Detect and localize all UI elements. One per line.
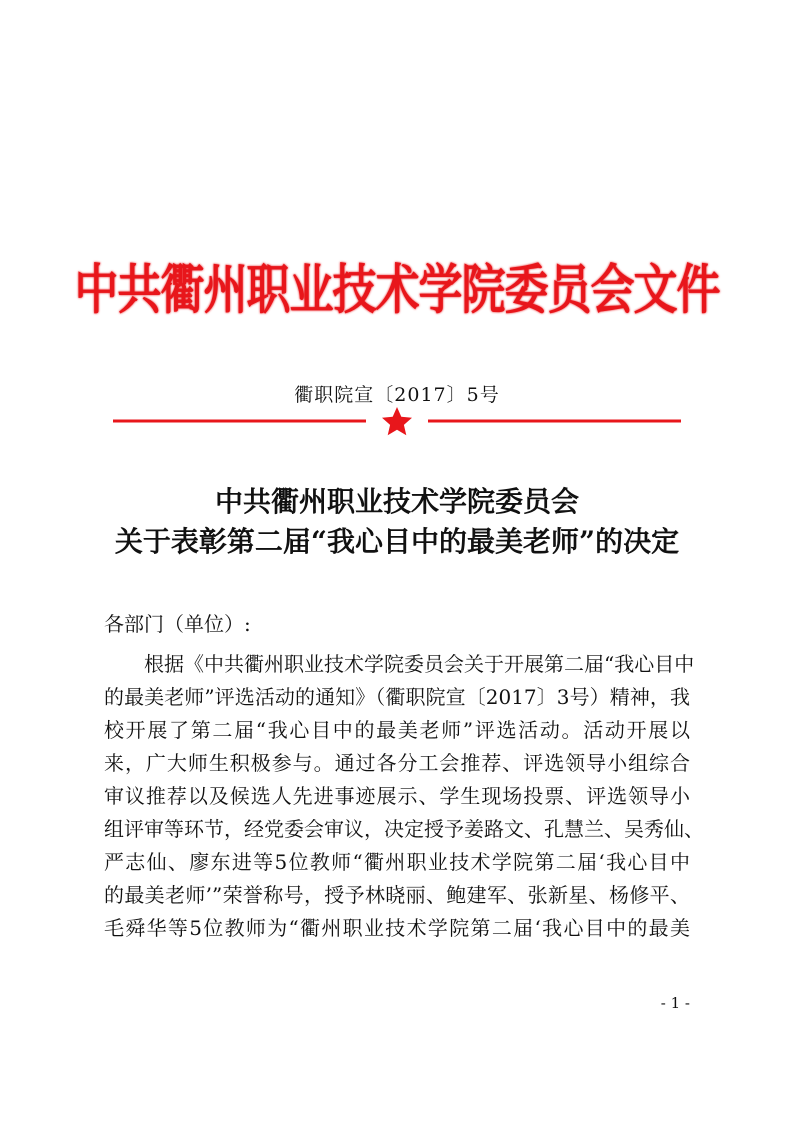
- red-star-icon: [382, 407, 412, 435]
- body-line: 根据《中共衢州职业技术学院委员会关于开展第二届“我心目中: [144, 652, 695, 676]
- document-number: 衢职院宣〔2017〕5号: [294, 384, 500, 406]
- title-line-1: 中共衢州职业技术学院委员会: [214, 485, 579, 518]
- issuer-header: 中共衢州职业技术学院委员会文件: [74, 259, 720, 322]
- body-line: 审议推荐以及候选人先进事迹展示、学生现场投票、评选领导小: [104, 784, 690, 808]
- body-line: 校开展了第二届“我心目中的最美老师”评选活动。活动开展以: [104, 718, 690, 742]
- body-line: 组评审等环节，经党委会审议，决定授予姜路文、孔慧兰、吴秀仙、: [104, 817, 704, 841]
- body-paragraph: [104, 648, 704, 945]
- title-line-2: 关于表彰第二届“我心目中的最美老师”的决定: [114, 525, 680, 558]
- body-line: 来，广大师生积极参与。通过各分工会推荐、评选领导小组综合: [104, 751, 690, 775]
- document-title: [0, 482, 794, 562]
- body-line: 的最美老师”评选活动的通知》（衢职院宣〔2017〕3号）精神，我: [104, 685, 690, 709]
- body-line: 的最美老师’”荣誉称号，授予林晓丽、鲍建军、张新星、杨修平、: [104, 883, 690, 907]
- body-line: 毛舜华等5位教师为“衢州职业技术学院第二届‘我心目中的最美: [104, 916, 690, 940]
- red-separator-line: [113, 406, 681, 440]
- body-line: 严志仙、廖东进等5位教师“衢州职业技术学院第二届‘我心目中: [104, 850, 690, 874]
- page-number: - 1 -: [660, 994, 690, 1012]
- salutation: 各部门（单位）:: [104, 612, 251, 636]
